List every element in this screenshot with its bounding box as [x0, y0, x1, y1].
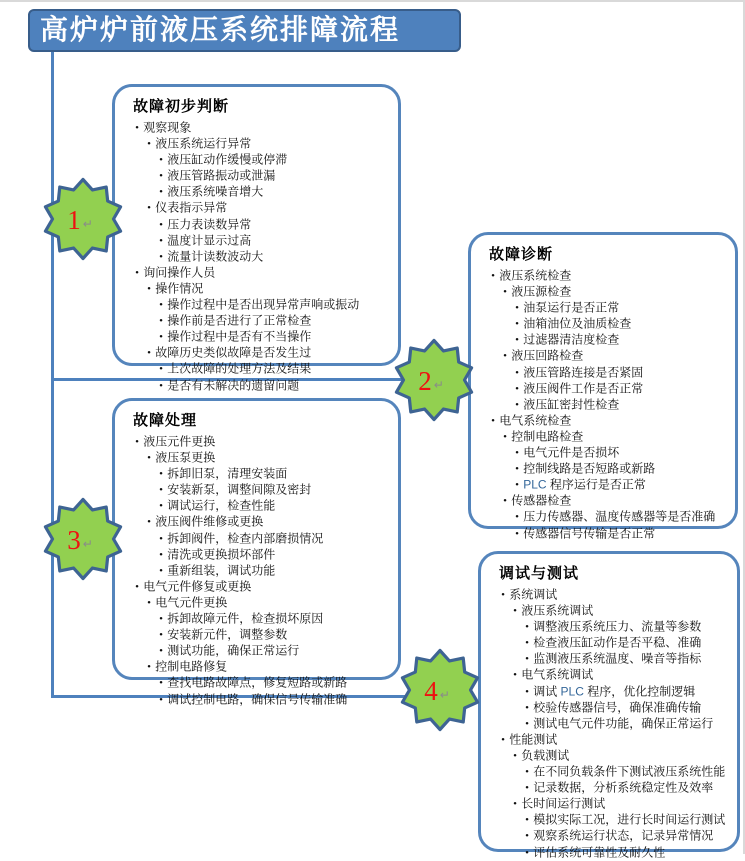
item-text: 调试运行，检查性能: [167, 498, 276, 513]
list-item: [491, 587, 731, 603]
step-number: 3 ↵: [67, 525, 93, 555]
bullet-icon: •: [515, 478, 519, 490]
item-text: 液压泵更换: [155, 450, 216, 465]
item-text: 流量计读数波动大: [167, 249, 264, 264]
bullet-icon: •: [159, 185, 163, 198]
bullet-icon: •: [525, 765, 529, 777]
bullet-icon: •: [159, 330, 163, 342]
bullet-icon: •: [503, 430, 507, 442]
bullet-icon: •: [491, 269, 495, 281]
bullet-icon: •: [515, 382, 519, 394]
list-item: [125, 659, 392, 675]
list-item: [481, 493, 729, 509]
item-text: 长时间运行测试: [521, 796, 606, 811]
list-item: [491, 780, 731, 796]
item-text: 液压管路振动或泄漏: [167, 168, 276, 183]
list-item: [491, 748, 731, 764]
step-number: 4 ↵: [424, 676, 450, 706]
bullet-icon: •: [159, 250, 163, 262]
list-item: [491, 619, 731, 635]
list-item: [481, 316, 729, 332]
step-badge-2: [391, 337, 477, 423]
list-item: [481, 365, 729, 381]
list-item: [481, 332, 729, 348]
line-break-mark: ↵: [439, 688, 450, 702]
bullet-icon: •: [159, 483, 163, 496]
item-text: 液压系统运行异常: [155, 136, 252, 151]
step-badge-1: [40, 176, 126, 262]
list-item: [125, 498, 392, 514]
item-text: 液压阀件维修或更换: [155, 514, 264, 529]
item-text: 性能测试: [509, 732, 558, 747]
bullet-icon: •: [525, 717, 529, 729]
item-text: 温度计显示过高: [167, 233, 252, 248]
list-item: [125, 281, 392, 297]
bullet-icon: •: [525, 781, 529, 793]
bullet-icon: •: [159, 218, 163, 230]
connector-trunk-line: [51, 52, 54, 698]
item-text: 调整液压系统压力、流量等参数: [533, 619, 702, 634]
list-item: [125, 466, 392, 482]
bullet-icon: •: [515, 462, 519, 474]
bullet-icon: •: [525, 652, 529, 665]
page-title: 高炉炉前液压系统排障流程: [28, 9, 461, 52]
line-break-mark: ↵: [433, 378, 444, 392]
item-text: 观察系统运行状态，记录异常情况: [533, 828, 714, 843]
bullet-icon: •: [159, 548, 163, 560]
bullet-icon: •: [501, 733, 505, 745]
step-badge-4: [397, 647, 483, 733]
box-item-list: [481, 268, 729, 542]
bullet-icon: •: [525, 636, 529, 649]
list-item: [125, 643, 392, 659]
bullet-icon: •: [513, 797, 517, 809]
bullet-icon: •: [147, 282, 151, 294]
item-text: 模拟实际工况，进行长时间运行测试: [533, 812, 726, 827]
box-title: 故障处理: [133, 412, 198, 429]
item-text: 压力传感器、温度传感器等是否准确: [523, 509, 716, 524]
box-fault-initial-judgment: [112, 84, 401, 392]
bullet-icon: •: [503, 350, 507, 362]
list-item: [125, 434, 392, 450]
bullet-icon: •: [147, 516, 151, 528]
bullet-icon: •: [513, 669, 517, 681]
list-item: [125, 120, 392, 136]
item-text: 拆卸旧泵，清理安装面: [167, 466, 288, 481]
bullet-icon: •: [513, 604, 517, 616]
item-text: 调试 PLC 程序，优化控制逻辑: [533, 684, 696, 699]
item-text: 液压回路检查: [511, 348, 584, 363]
bullet-icon: •: [159, 169, 163, 182]
bullet-icon: •: [159, 153, 163, 165]
list-item: [491, 828, 731, 844]
plc-text: PLC: [560, 684, 584, 699]
item-text: 电气系统检查: [499, 413, 572, 428]
item-text: 油泵运行是否正常: [523, 300, 620, 315]
list-item: [125, 547, 392, 563]
list-item: [481, 461, 729, 477]
list-item: [481, 268, 729, 284]
item-text: 操作情况: [155, 281, 204, 296]
item-text: 拆卸阀件，检查内部磨损情况: [167, 531, 324, 546]
bullet-icon: •: [525, 685, 529, 697]
list-item: [491, 700, 731, 716]
list-item: [125, 579, 392, 595]
list-item: [481, 284, 729, 300]
bullet-icon: •: [515, 398, 519, 410]
box-title: 故障初步判断: [133, 98, 230, 115]
item-text: 记录数据，分析系统稳定性及效率: [533, 780, 714, 795]
list-item: [481, 413, 729, 429]
item-text: 操作过程中是否有不当操作: [167, 329, 312, 344]
list-item: [481, 397, 729, 413]
item-text: 液压系统检查: [499, 268, 572, 283]
item-text: 操作过程中是否出现异常声响或振动: [167, 297, 360, 312]
item-text: 过滤器清洁度检查: [523, 332, 620, 347]
item-text: PLC 程序运行是否正常: [523, 477, 646, 492]
bullet-icon: •: [159, 676, 163, 689]
list-item: [491, 635, 731, 651]
item-text: 控制电路检查: [511, 429, 584, 444]
box-fault-handling: [112, 398, 401, 706]
bullet-icon: •: [159, 564, 163, 576]
step-badge-3: [40, 496, 126, 582]
bullet-icon: •: [159, 693, 163, 705]
list-item: [125, 692, 392, 708]
list-item: [125, 200, 392, 216]
list-item: [125, 136, 392, 152]
item-text: 负载测试: [521, 748, 570, 763]
bullet-icon: •: [159, 379, 163, 391]
item-text: 仪表指示异常: [155, 200, 228, 215]
item-text: 液压阀件工作是否正常: [523, 381, 644, 396]
item-text: 液压系统噪音增大: [167, 184, 264, 199]
bullet-icon: •: [159, 644, 163, 656]
item-text: 检查液压缸动作是否平稳、准确: [533, 635, 702, 650]
list-item: [125, 595, 392, 611]
list-item: [481, 509, 729, 525]
box-item-list: [125, 120, 392, 394]
list-item: [125, 313, 392, 329]
box-title: 调试与测试: [499, 565, 580, 582]
bullet-icon: •: [515, 301, 519, 313]
step-number: 2 ↵: [418, 366, 444, 396]
item-text: 压力表读数异常: [167, 217, 252, 232]
plc-text: PLC: [523, 477, 547, 492]
list-item: [125, 514, 392, 530]
item-text: 评估系统可靠性及耐久性: [533, 845, 666, 859]
list-item: [125, 249, 392, 265]
list-item: [125, 627, 392, 643]
list-item: [491, 812, 731, 828]
list-item: [125, 450, 392, 466]
bullet-icon: •: [159, 234, 163, 246]
item-text: 安装新元件，调整参数: [167, 627, 288, 642]
bullet-icon: •: [135, 435, 139, 447]
item-text: 液压系统调试: [521, 603, 594, 618]
item-text: 故障历史类似故障是否发生过: [155, 345, 312, 360]
list-item: [481, 300, 729, 316]
bullet-icon: •: [147, 202, 151, 214]
item-text: 询问操作人员: [143, 265, 216, 280]
bullet-icon: •: [513, 749, 517, 761]
list-item: [481, 445, 729, 461]
box-title: 故障诊断: [489, 246, 554, 263]
list-item: [491, 603, 731, 619]
list-item: [481, 429, 729, 445]
bullet-icon: •: [515, 333, 519, 346]
bullet-icon: •: [503, 285, 507, 297]
item-text: 电气元件是否损坏: [523, 445, 620, 460]
item-text: 清洗或更换损坏部件: [167, 547, 276, 562]
bullet-icon: •: [515, 527, 519, 539]
item-text: 电气元件修复或更换: [143, 579, 252, 594]
item-text: 重新组装，调试功能: [167, 563, 276, 578]
list-item: [481, 526, 729, 542]
bullet-icon: •: [135, 580, 139, 592]
list-item: [125, 611, 392, 627]
bullet-icon: •: [147, 137, 151, 149]
list-item: [125, 675, 392, 691]
bullet-icon: •: [147, 451, 151, 463]
bullet-icon: •: [525, 813, 529, 826]
list-item: [125, 361, 392, 377]
list-item: [125, 345, 392, 361]
list-item: [491, 732, 731, 748]
item-text: 校验传感器信号，确保准确传输: [533, 700, 702, 715]
bullet-icon: •: [159, 499, 163, 512]
item-text: 传感器检查: [511, 493, 572, 508]
bullet-icon: •: [503, 494, 507, 507]
list-item: [125, 329, 392, 345]
bullet-icon: •: [135, 266, 139, 278]
list-item: [481, 477, 729, 493]
bullet-icon: •: [159, 298, 163, 310]
bullet-icon: •: [525, 829, 529, 842]
list-item: [491, 716, 731, 732]
list-item: [491, 764, 731, 780]
list-item: [481, 348, 729, 364]
bullet-icon: •: [515, 366, 519, 378]
item-text: 安装新泵，调整间隙及密封: [167, 482, 312, 497]
bullet-icon: •: [159, 467, 163, 479]
box-fault-diagnosis: [468, 232, 738, 540]
bullet-icon: •: [159, 612, 163, 624]
bullet-icon: •: [501, 588, 505, 600]
list-item: [491, 796, 731, 812]
item-text: 控制线路是否短路或新路: [523, 461, 656, 476]
list-item: [125, 482, 392, 498]
item-text: 拆卸故障元件，检查损坏原因: [167, 611, 324, 626]
list-item: [125, 217, 392, 233]
bullet-icon: •: [515, 510, 519, 523]
item-text: 在不同负载条件下测试液压系统性能: [533, 764, 726, 779]
item-text: 监测液压系统温度、噪音等指标: [533, 651, 702, 666]
bullet-icon: •: [525, 620, 529, 632]
item-text: 电气元件更换: [155, 595, 228, 610]
item-text: 测试电气元件功能，确保正常运行: [533, 716, 714, 731]
bullet-icon: •: [159, 362, 163, 375]
bullet-icon: •: [515, 317, 519, 330]
item-text: 液压元件更换: [143, 434, 216, 449]
list-item: [491, 845, 731, 861]
item-text: 调试控制电路，确保信号传输准确: [167, 692, 348, 706]
item-text: 系统调试: [509, 587, 558, 602]
list-item: [481, 381, 729, 397]
list-item: [491, 667, 731, 683]
box-item-list: [491, 587, 731, 861]
bullet-icon: •: [147, 346, 151, 359]
bullet-icon: •: [515, 446, 519, 458]
item-text: 油箱油位及油质检查: [523, 316, 632, 331]
bullet-icon: •: [491, 414, 495, 426]
bullet-icon: •: [525, 846, 529, 858]
item-text: 是否有未解决的遗留问题: [167, 378, 300, 392]
step-number: 1 ↵: [67, 205, 93, 235]
bullet-icon: •: [525, 701, 529, 713]
item-text: 操作前是否进行了正常检查: [167, 313, 312, 328]
item-text: 上次故障的处理方法及结果: [167, 361, 312, 376]
list-item: [491, 684, 731, 700]
line-break-mark: ↵: [82, 217, 93, 231]
bullet-icon: •: [159, 628, 163, 640]
list-item: [125, 563, 392, 579]
item-text: 液压缸密封性检查: [523, 397, 620, 412]
item-text: 控制电路修复: [155, 659, 228, 674]
box-item-list: [125, 434, 392, 708]
item-text: 传感器信号传输是否正常: [523, 526, 656, 540]
item-text: 液压源检查: [511, 284, 572, 299]
list-item: [125, 378, 392, 394]
item-text: 查找电路故障点，修复短路或新路: [167, 675, 348, 690]
item-text: 液压管路连接是否紧固: [523, 365, 644, 380]
list-item: [125, 531, 392, 547]
item-text: 观察现象: [143, 120, 192, 135]
list-item: [125, 152, 392, 168]
item-text: 电气系统调试: [521, 667, 594, 682]
bullet-icon: •: [159, 314, 163, 326]
list-item: [125, 297, 392, 313]
list-item: [125, 265, 392, 281]
line-break-mark: ↵: [82, 537, 93, 551]
list-item: [491, 651, 731, 667]
bullet-icon: •: [135, 121, 139, 133]
bullet-icon: •: [147, 660, 151, 673]
list-item: [125, 233, 392, 249]
list-item: [125, 184, 392, 200]
list-item: [125, 168, 392, 184]
item-text: 测试功能，确保正常运行: [167, 643, 300, 658]
bullet-icon: •: [159, 532, 163, 544]
item-text: 液压缸动作缓慢或停滞: [167, 152, 288, 167]
bullet-icon: •: [147, 596, 151, 608]
box-commissioning-testing: [478, 551, 740, 859]
